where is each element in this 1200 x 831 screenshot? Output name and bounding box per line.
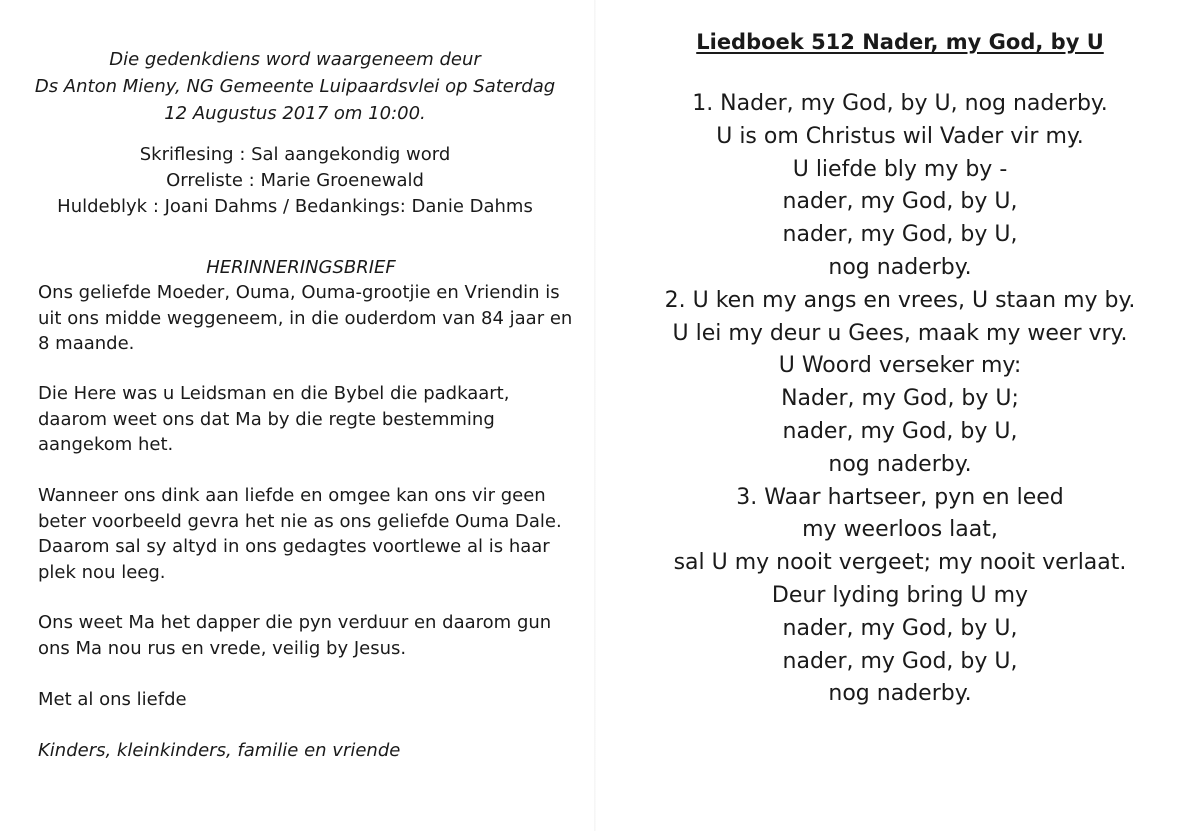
letter-paragraph [38, 610, 598, 661]
service-intro [0, 46, 590, 127]
hymn-line: nader, my God, by U, [782, 418, 1018, 444]
hymn-line: nader, my God, by U, [782, 222, 1018, 248]
letter-paragraph [38, 381, 598, 458]
paragraph-line: Die Here was u Leidsman en die Bybel die padkaart, [38, 383, 510, 404]
paragraph-line: Wanneer ons dink aan liefde en omgee kan ons vir geen [38, 485, 546, 506]
hymn-line: 1. Nader, my God, by U, nog naderby. [692, 91, 1108, 116]
signature-line: Kinders, kleinkinders, familie en vriende [38, 740, 401, 761]
paragraph-line: beter voorbeeld gevra het nie as ons geliefde Ouma Dale. [38, 510, 562, 532]
scripture-reading-line: Skriflesing : Sal aangekondig word [139, 144, 451, 165]
right-page [600, 0, 1200, 831]
paragraph-line: daarom weet ons dat Ma by die regte bestemming [38, 408, 495, 430]
page-fold-divider [594, 0, 596, 831]
hymn-line: nader, my God, by U, [782, 189, 1018, 215]
paragraph-line: aangekom het. [38, 434, 174, 455]
hymn-line: U is om Christus wil Vader vir my. [716, 123, 1084, 149]
hymn-line: nog naderby. [828, 254, 972, 280]
letter-signature [38, 738, 598, 764]
hymn-line: nader, my God, by U, [782, 615, 1018, 641]
hymn-line: nader, my God, by U, [782, 648, 1018, 674]
hymn-line: nog naderby. [828, 451, 972, 477]
letter-paragraph [38, 483, 598, 585]
paragraph-line: 8 maande. [38, 333, 135, 354]
hymn-line: Deur lyding bring U my [771, 582, 1029, 608]
hymn-line: U lei my deur u Gees, maak my weer vry. [672, 320, 1128, 346]
paragraph-line: Daarom sal sy altyd in ons gedagtes voortlewe al is haar [38, 536, 550, 557]
hymn-line: 2. U ken my angs en vrees, U staan my by. [664, 287, 1136, 313]
organist-line: Orreliste : Marie Groenewald [166, 170, 424, 191]
intro-line: 12 Augustus 2017 om 10:00. [164, 103, 426, 124]
hymn-line: Nader, my God, by U; [781, 386, 1019, 412]
letter-closing [38, 687, 598, 713]
paragraph-line: ons Ma nou rus en vrede, veilig by Jesus. [38, 637, 407, 659]
hymn-line: 3. Waar hartseer, pyn en leed [736, 484, 1064, 510]
hymn-line: U Woord verseker my: [778, 353, 1022, 379]
letter-paragraph [38, 280, 598, 357]
paragraph-line: plek nou leeg. [38, 561, 166, 583]
paragraph-line: Met al ons liefde [38, 689, 187, 710]
paragraph-line: uit ons midde weggeneem, in die ouderdom van 84 jaar en [38, 307, 573, 329]
intro-line: Ds Anton Mieny, NG Gemeente Luipaardsvlei op Saterdag [34, 76, 556, 97]
left-page [0, 0, 590, 831]
paragraph-line: Ons geliefde Moeder, Ouma, Ouma-grootjie en Vriendin is [38, 282, 560, 303]
hymn-lyrics [600, 88, 1200, 711]
letter-title: HERINNERINGSBRIEF [206, 257, 396, 278]
hymn-line: my weerloos laat, [802, 517, 998, 543]
hymn-line: U liefde bly my by - [792, 156, 1008, 182]
paragraph-line: Ons weet Ma het dapper die pyn verduur en daarom gun [38, 612, 552, 633]
service-details [0, 142, 590, 220]
tribute-line: Huldeblyk : Joani Dahms / Bedankings: Danie Dahms [57, 196, 533, 217]
intro-line: Die gedenkdiens word waargeneem deur [109, 49, 481, 70]
hymn-line: nog naderby. [828, 681, 972, 707]
hymn-line: sal U my nooit vergeet; my nooit verlaat. [673, 550, 1127, 576]
hymn-title: Liedboek 512 Nader, my God, by U [696, 30, 1104, 54]
